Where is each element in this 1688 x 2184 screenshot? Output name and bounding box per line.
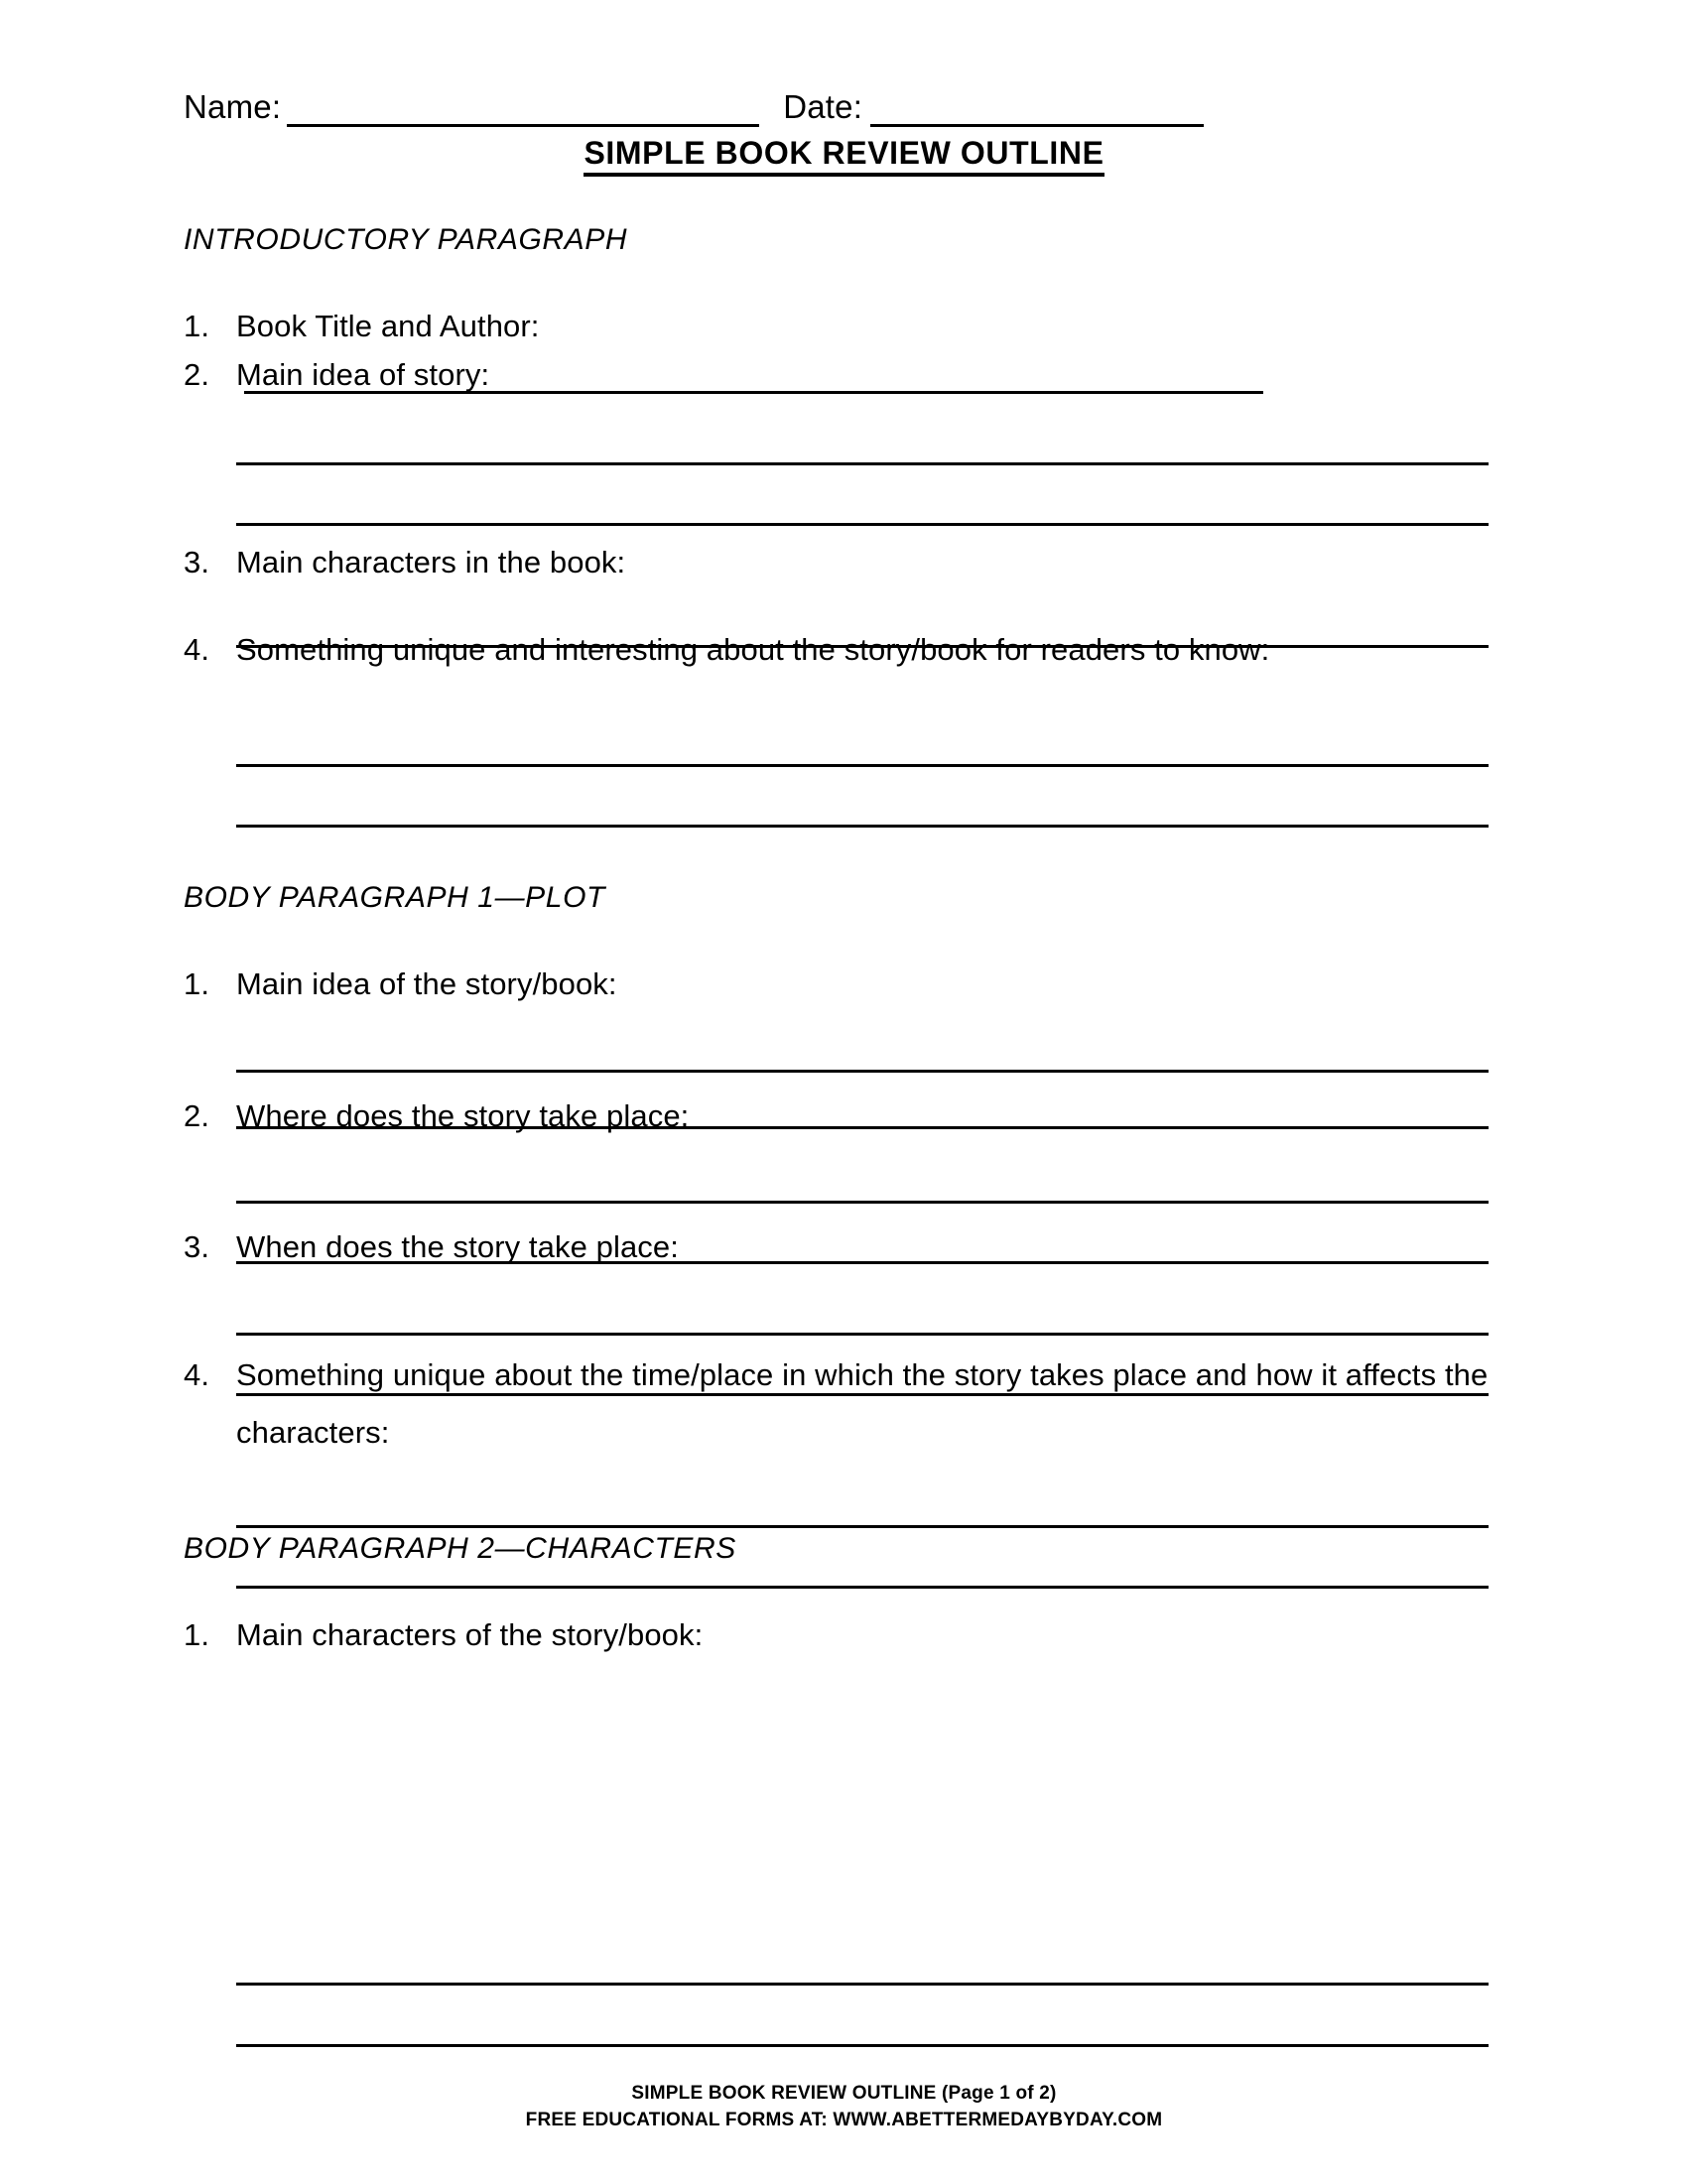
answer-line[interactable]	[236, 764, 1489, 767]
date-label: Date:	[783, 88, 863, 125]
item-prompt-text: Main idea of the story/book:	[236, 966, 617, 1001]
answer-line[interactable]	[236, 1333, 1489, 1336]
item-number: 1.	[184, 309, 210, 343]
item-prompt-text: When does the story take place:	[236, 1229, 679, 1264]
footer-source-line: FREE EDUCATIONAL FORMS AT: WWW.ABETTERMEDAYBYDAY.COM	[525, 2110, 1163, 2130]
item-number: 2.	[184, 357, 210, 392]
section-heading: BODY PARAGRAPH 1—PLOT	[184, 881, 605, 914]
item-prompt-text: Main idea of story:	[236, 357, 490, 392]
item-prompt-text: Main characters in the book:	[236, 545, 626, 579]
item-prompt	[236, 1219, 1493, 1276]
name-date-row	[184, 83, 1490, 127]
item-number: 1.	[184, 966, 210, 1001]
item-number: 2.	[184, 1098, 210, 1133]
answer-line[interactable]	[236, 462, 1489, 465]
item-prompt	[236, 346, 1493, 404]
item-prompt	[236, 621, 1493, 679]
item-number: 1.	[184, 1617, 210, 1652]
name-blank-line[interactable]	[287, 90, 759, 127]
item-prompt	[236, 1088, 1493, 1145]
item-prompt	[236, 1606, 1493, 1664]
answer-line[interactable]	[236, 1070, 1489, 1073]
numbered-item	[184, 1606, 1493, 1664]
numbered-item	[184, 534, 1493, 591]
item-prompt-text: Something unique and interesting about the story/book for readers to know:	[236, 632, 1270, 667]
answer-line[interactable]	[236, 1525, 1489, 1528]
section-heading: INTRODUCTORY PARAGRAPH	[184, 223, 628, 256]
answer-line[interactable]	[236, 1586, 1489, 1589]
item-number: 3.	[184, 545, 210, 579]
item-number: 4.	[184, 632, 210, 667]
numbered-item	[184, 346, 1493, 404]
name-label: Name:	[184, 88, 282, 125]
item-prompt-text: Book Title and Author:	[236, 309, 540, 343]
answer-line[interactable]	[236, 523, 1489, 526]
item-prompt-text: Where does the story take place:	[236, 1098, 690, 1133]
answer-line[interactable]	[236, 1983, 1489, 1986]
footer-title-line: SIMPLE BOOK REVIEW OUTLINE (Page 1 of 2)	[631, 2083, 1057, 2104]
numbered-item	[184, 1088, 1493, 1145]
item-prompt	[236, 534, 1493, 591]
item-prompt-text: Main characters of the story/book:	[236, 1617, 704, 1652]
item-prompt	[236, 1347, 1493, 1462]
footer-divider	[236, 2044, 1489, 2047]
page-title	[0, 135, 1688, 172]
item-number: 3.	[184, 1229, 210, 1264]
section-heading: BODY PARAGRAPH 2—CHARACTERS	[184, 1532, 736, 1565]
page-title-text: SIMPLE BOOK REVIEW OUTLINE	[584, 135, 1104, 177]
page-footer	[0, 2080, 1688, 2133]
item-number: 4.	[184, 1357, 210, 1392]
answer-line[interactable]	[236, 825, 1489, 828]
item-prompt-text: Something unique about the time/place in which the story takes place and how it affects the characters:	[236, 1357, 1489, 1450]
date-blank-line[interactable]	[870, 90, 1204, 127]
numbered-item	[184, 1219, 1493, 1276]
numbered-item	[184, 956, 1493, 1013]
item-prompt	[236, 956, 1493, 1013]
answer-line[interactable]	[236, 1201, 1489, 1204]
numbered-item	[184, 1347, 1493, 1462]
numbered-item	[184, 621, 1493, 679]
